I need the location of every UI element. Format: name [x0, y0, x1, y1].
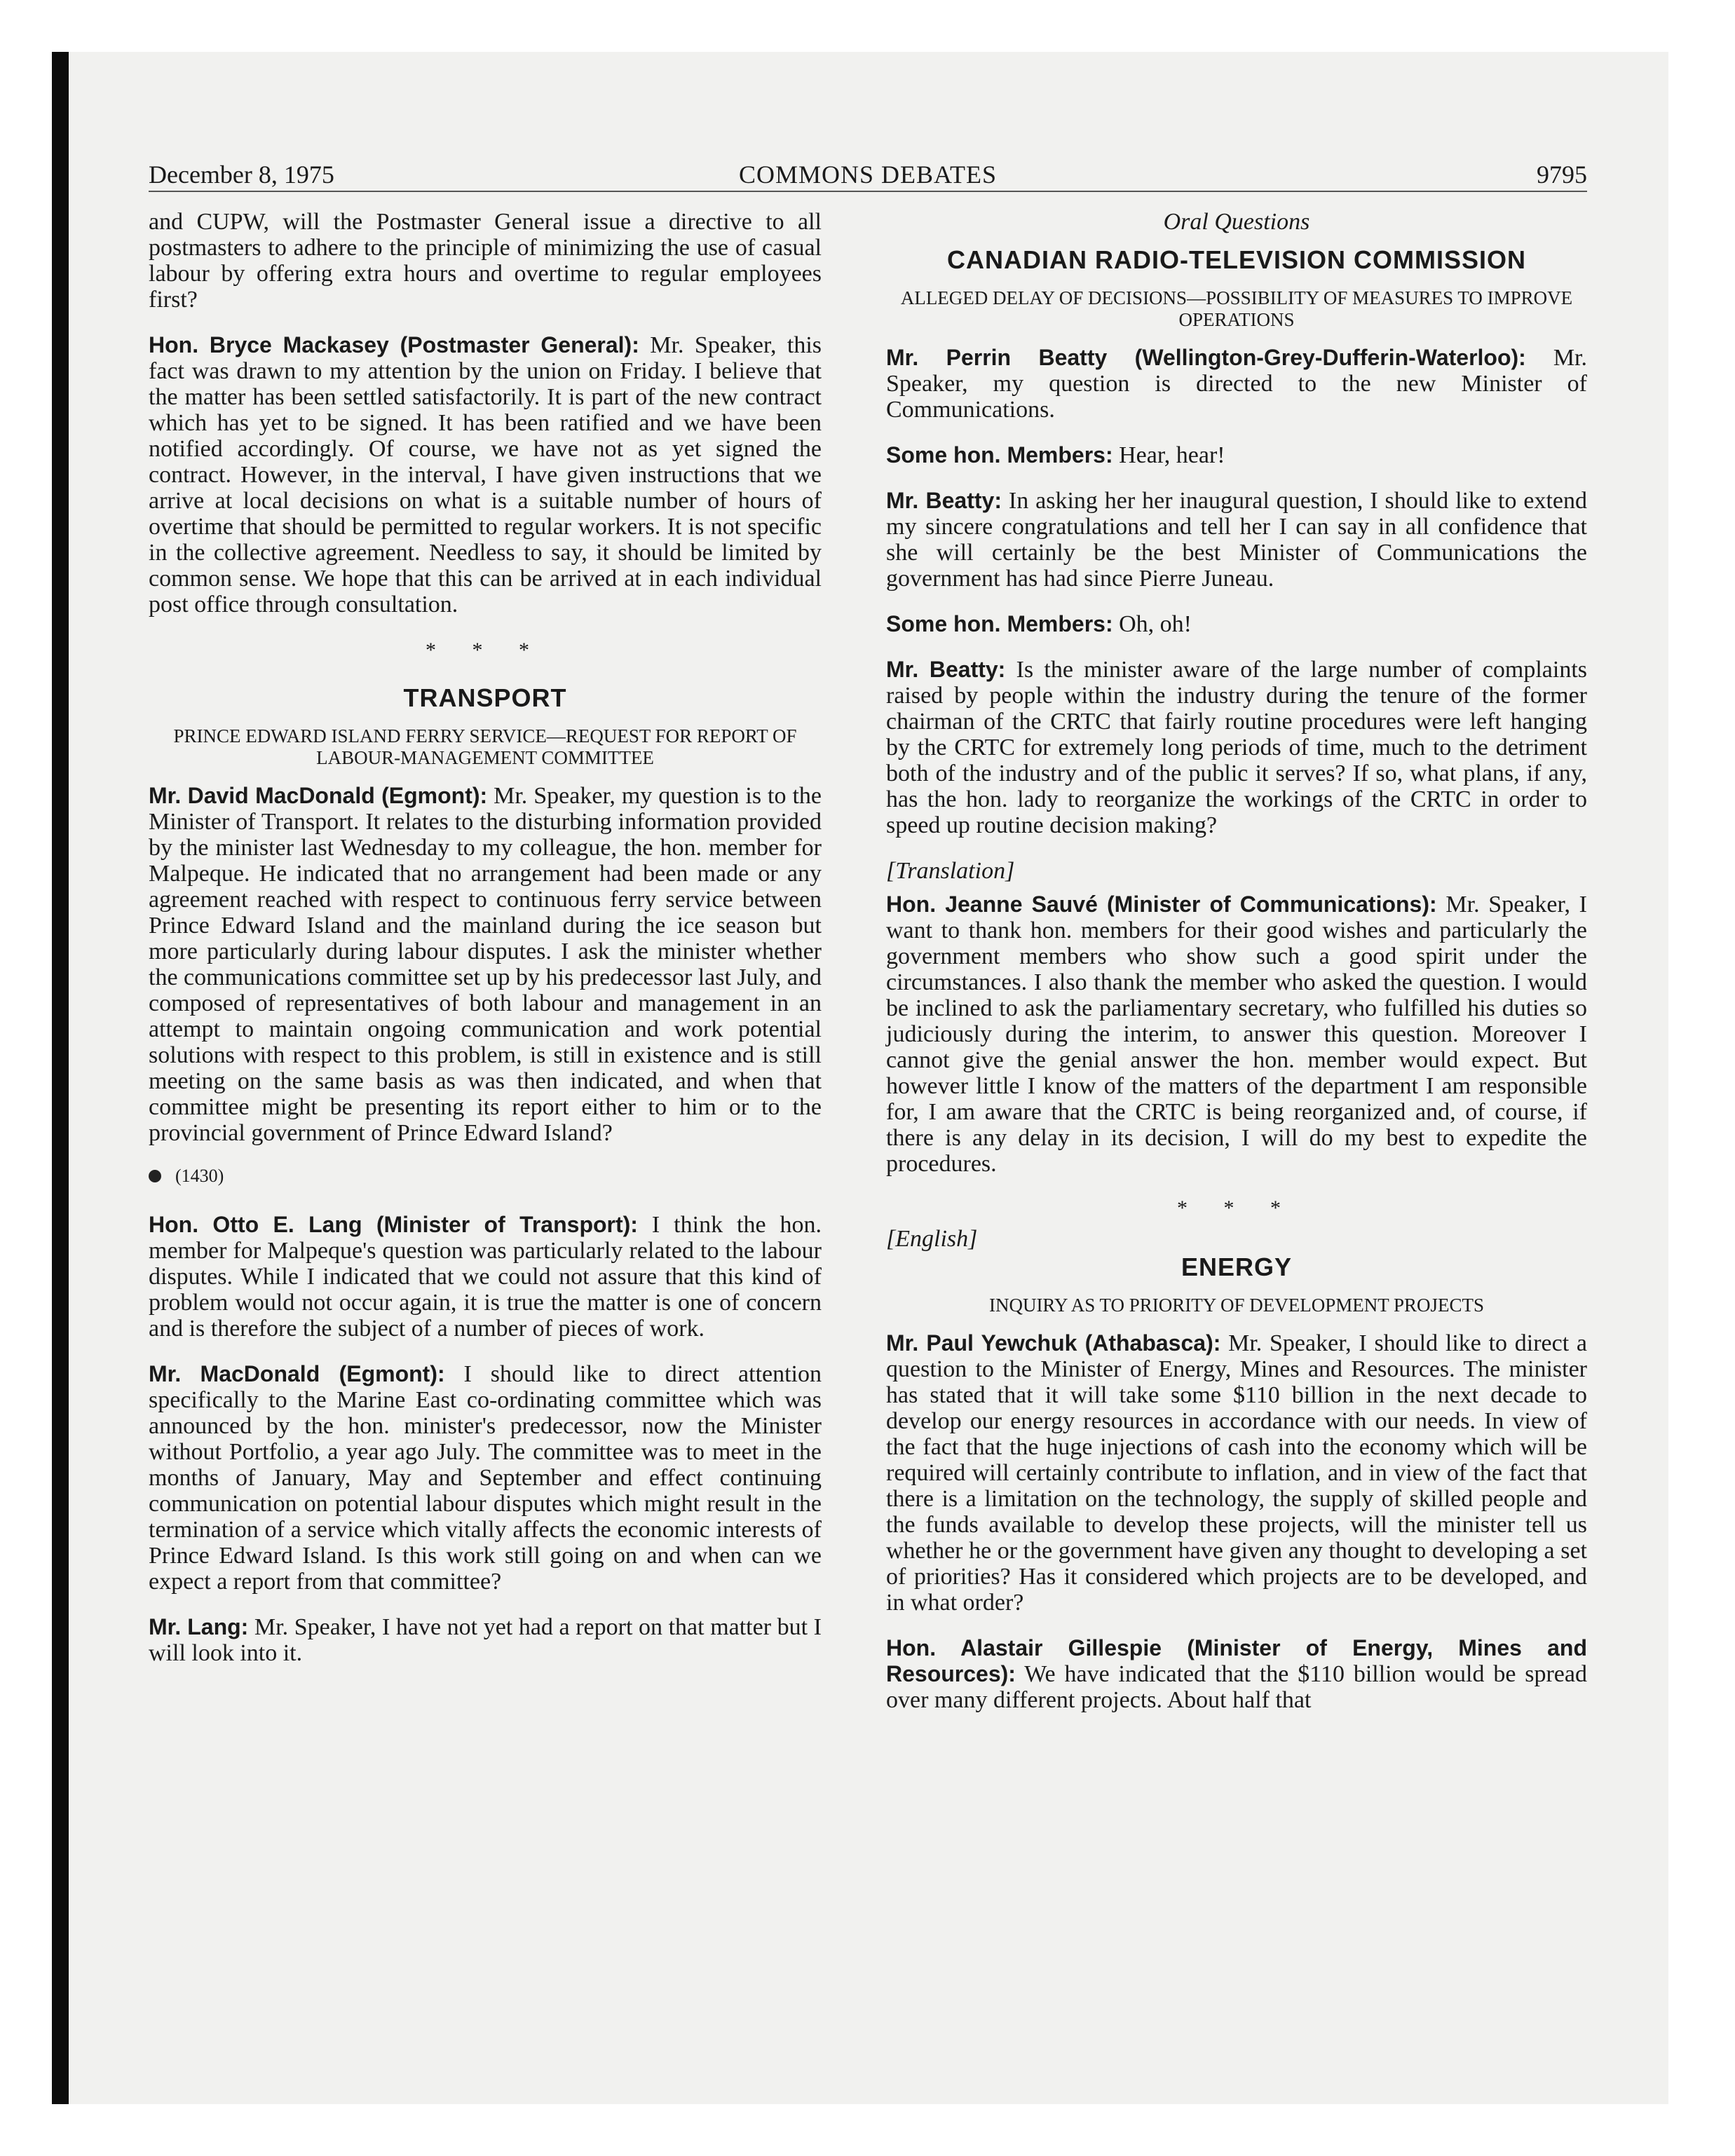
speaker: Hon. Alastair Gillespie (Minister of Energy, Mines and Resources): — [886, 1635, 1587, 1686]
time-text: (1430) — [175, 1166, 224, 1186]
paragraph — [886, 1635, 1587, 1713]
paragraph — [886, 657, 1587, 838]
paragraph — [886, 345, 1587, 423]
speaker: Mr. Perrin Beatty (Wellington-Grey-Dufferin-Waterloo): — [886, 345, 1526, 370]
speaker: Mr. Beatty: — [886, 657, 1006, 682]
binding-shadow — [52, 52, 69, 2104]
section-separator: * * * — [426, 639, 545, 662]
speech-text: In asking her her inaugural question, I should like to extend my sincere congratulations and tell her I can say in all confidence that she will certainly be the best Minister of Communications the government has had since Pierre Juneau. — [886, 488, 1587, 592]
running-section-title: Oral Questions — [1163, 209, 1310, 235]
speech-text: We have indicated that the $110 billion would be spread over many different projects. About half that — [886, 1661, 1587, 1713]
speech-text: Hear, hear! — [1113, 442, 1225, 468]
paragraph — [886, 1330, 1587, 1616]
header-title: COMMONS DEBATES — [738, 161, 998, 189]
paragraph — [886, 892, 1587, 1177]
subheading: PRINCE EDWARD ISLAND FERRY SERVICE—REQUEST FOR REPORT OF LABOUR-MANAGEMENT COMMITTEE — [173, 725, 797, 768]
right-column — [886, 209, 1587, 1733]
speaker: Hon. Bryce Mackasey (Postmaster General): — [149, 332, 639, 357]
speech-text: I think the hon. member for Malpeque's question was particularly related to the labour disputes. While I indicated that we could not assure that this kind of problem would not occur again, it is true the matter is one of concern and is therefore the subject of a number of pieces of work. — [149, 1212, 822, 1342]
paragraph — [149, 1212, 822, 1342]
language-marker: [English] — [886, 1226, 978, 1252]
paragraph: and CUPW, will the Postmaster General issue a directive to all postmasters to adhere to the principle of minimizing the use of casual labour by offering extra hours and overtime to regular employees first? — [149, 209, 822, 313]
speech-text: I should like to direct attention specifically to the Marine East co-ordinating committee which was announced by the hon. minister's predecessor, now the Minister without Portfolio, a year ago July. The committee was to meet in the months of January, May and September and effect continuing communication on potential labour disputes which might result in the termination of a service which vitally affects the economic interests of Prince Edward Island. Is this work still going on and when can we expect a report from that committee? — [149, 1361, 822, 1595]
speaker: Mr. Paul Yewchuk (Athabasca): — [886, 1330, 1221, 1356]
paragraph — [149, 783, 822, 1146]
speaker: Mr. David MacDonald (Egmont): — [149, 783, 488, 808]
bullet-icon — [149, 1170, 161, 1182]
speaker: Hon. Otto E. Lang (Minister of Transport): — [149, 1212, 638, 1237]
language-marker: [Translation] — [886, 858, 1015, 884]
page-header — [149, 156, 1587, 192]
paragraph — [149, 1361, 822, 1595]
paragraph — [149, 1614, 822, 1666]
speech-text: Mr. Speaker, I want to thank hon. members for their good wishes and particularly the government members who show such a good spirit under the circumstances. I also thank the member who asked the question. I would be inclined to ask the parliamentary secretary, who fulfilled his duties so judiciously during the interim, to answer this question. Moreover I cannot give the genial answer the hon. member would expect. But however little I know of the matters of the department I am responsible for, I am aware that the CRTC is being reorganized and, of course, if there is any delay in its decision, I will do my best to expedite the procedures. — [886, 892, 1587, 1177]
speech-text: Oh, oh! — [1113, 611, 1192, 637]
speaker: Some hon. Members: — [886, 442, 1113, 468]
section-heading: ENERGY — [1181, 1253, 1293, 1281]
speech-text: Mr. Speaker, I should like to direct a question to the Minister of Energy, Mines and Resources. The minister has stated that it will take some $110 billion in the next decade to develop our energy resources in accordance with our needs. In view of the fact that the huge injections of cash into the economy which will be required will certainly contribute to inflation, and in view of the fact that there is a limitation on the technology, the supply of skilled people and the funds available to develop these projects, will the minister tell us whether he or the government have given any thought to developing a set of priorities? Has it considered which projects are to be developed, and in what order? — [886, 1330, 1587, 1616]
speech-text: Mr. Speaker, this fact was drawn to my attention by the union on Friday. I believe that the matter has been settled satisfactorily. It is part of the new contract which has yet to be signed. It has been ratified and we have been notified accordingly. Of course, we have not as yet signed the contract. However, in the interval, I have given instructions that we arrive at local decisions on what is a suitable number of hours of overtime that should be permitted to regular workers. It is not specific in the collective agreement. Needless to say, it should be limited by common sense. We hope that this can be arrived at in each individual post office through consultation. — [149, 332, 822, 618]
paragraph — [886, 488, 1587, 592]
header-date: December 8, 1975 — [149, 161, 334, 189]
paragraph — [886, 442, 1587, 468]
speech-text: Mr. Speaker, my question is directed to the new Minister of Communications. — [886, 345, 1587, 423]
subheading: INQUIRY AS TO PRIORITY OF DEVELOPMENT PROJECTS — [988, 1295, 1485, 1316]
section-separator: * * * — [1177, 1196, 1296, 1220]
page-number: 9795 — [1537, 161, 1587, 189]
speech-text: Mr. Speaker, my question is to the Minister of Transport. It relates to the disturbing information provided by the minister last Wednesday to my colleague, the hon. member for Malpeque. He indicated that no arrangement had been made or any agreement reached with respect to continuous ferry service between Prince Edward Island and the mainland during the ice season but more particularly during labour disputes. I ask the minister whether the communications committee set up by his predecessor last July, and composed of representatives of both labour and management in an attempt to maintain ongoing communication and work potential solutions with respect to this problem, is still in existence and is still meeting on the same basis as was then indicated, and when that committee might be presenting its report either to him or to the provincial government of Prince Edward Island? — [149, 783, 822, 1146]
speaker: Some hon. Members: — [886, 611, 1113, 636]
speech-text: Mr. Speaker, I have not yet had a report on that matter but I will look into it. — [149, 1614, 822, 1666]
time-marker — [149, 1166, 822, 1187]
paragraph — [886, 611, 1587, 637]
speech-text: Is the minister aware of the large number of complaints raised by people within the industry during the tenure of the former chairman of the CRTC that fairly routine procedures were left hanging by the CRTC for extremely long periods of time, much to the detriment both of the industry and of the public it serves? If so, what plans, if any, has the hon. lady to reorganize the workings of the CRTC in order to speed up routine decision making? — [886, 657, 1588, 838]
speaker: Mr. MacDonald (Egmont): — [149, 1361, 445, 1386]
subheading: ALLEGED DELAY OF DECISIONS—POSSIBILITY OF MEASURES TO IMPROVE OPERATIONS — [900, 287, 1573, 330]
speaker: Mr. Beatty: — [886, 488, 1002, 513]
left-column — [149, 209, 822, 1686]
speaker: Hon. Jeanne Sauvé (Minister of Communications): — [886, 892, 1437, 917]
section-heading: CANADIAN RADIO-TELEVISION COMMISSION — [946, 245, 1526, 274]
paragraph — [149, 332, 822, 618]
section-heading: TRANSPORT — [403, 683, 567, 712]
speaker: Mr. Lang: — [149, 1614, 249, 1639]
